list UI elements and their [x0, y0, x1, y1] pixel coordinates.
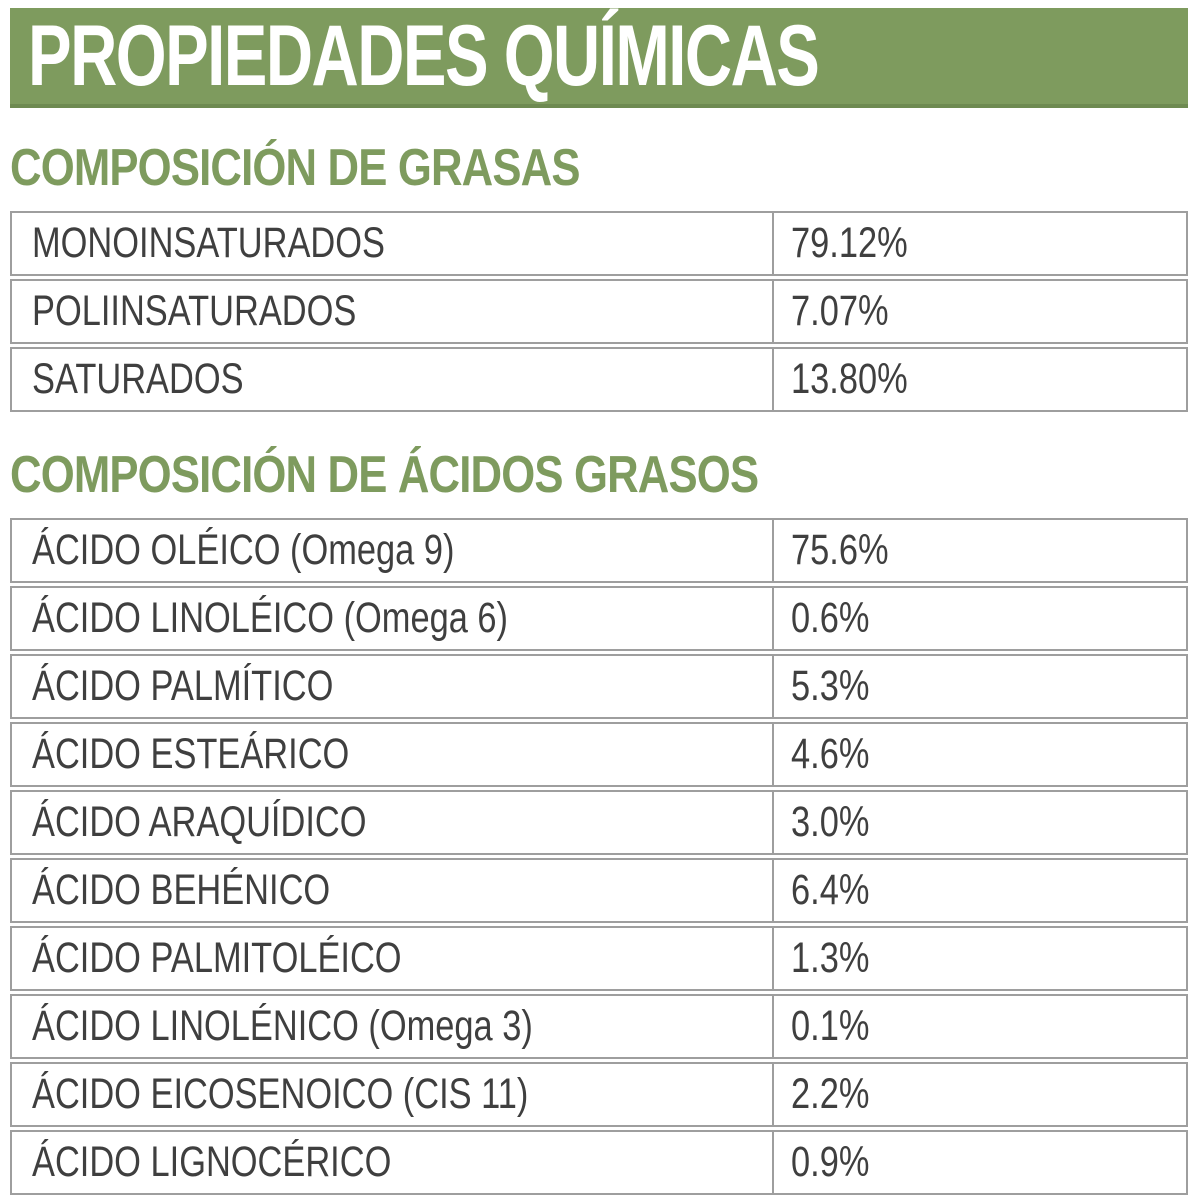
table-row — [10, 347, 1188, 412]
table-row — [10, 1062, 1188, 1127]
row-value: 0.6% — [791, 594, 870, 642]
table-row — [10, 790, 1188, 855]
row-label: SATURADOS — [32, 355, 244, 403]
page-title-banner — [10, 8, 1188, 108]
section-heading-fat-composition-text: COMPOSICIÓN DE GRASAS — [10, 139, 580, 197]
table-row — [10, 926, 1188, 991]
table-row — [10, 518, 1188, 583]
row-value: 13.80% — [791, 355, 908, 403]
row-value: 7.07% — [791, 287, 889, 335]
row-label: ÁCIDO LIGNOCÉRICO — [32, 1138, 392, 1186]
row-label-cell — [10, 790, 774, 855]
row-label-cell — [10, 1130, 774, 1195]
row-value-cell — [774, 518, 1188, 583]
page-title: PROPIEDADES QUÍMICAS — [28, 8, 819, 104]
fat-composition-table — [10, 208, 1188, 415]
row-value-cell — [774, 722, 1188, 787]
row-label-cell — [10, 586, 774, 651]
row-value: 3.0% — [791, 798, 870, 846]
row-value: 79.12% — [791, 219, 908, 267]
row-value: 6.4% — [791, 866, 870, 914]
section-heading-fatty-acids — [10, 447, 1188, 503]
row-label-cell — [10, 722, 774, 787]
row-label-cell — [10, 654, 774, 719]
row-value: 0.1% — [791, 1002, 870, 1050]
row-value: 5.3% — [791, 662, 870, 710]
row-label-cell — [10, 279, 774, 344]
row-label-cell — [10, 211, 774, 276]
table-row — [10, 211, 1188, 276]
row-label: ÁCIDO BEHÉNICO — [32, 866, 331, 914]
row-value: 75.6% — [791, 526, 889, 574]
fatty-acids-table — [10, 515, 1188, 1198]
table-row — [10, 994, 1188, 1059]
table-row — [10, 654, 1188, 719]
section-heading-fat-composition — [10, 140, 1188, 196]
section-heading-fatty-acids-text: COMPOSICIÓN DE ÁCIDOS GRASOS — [10, 446, 759, 504]
row-value: 4.6% — [791, 730, 870, 778]
row-value-cell — [774, 586, 1188, 651]
row-label: POLIINSATURADOS — [32, 287, 357, 335]
row-value-cell — [774, 279, 1188, 344]
row-value-cell — [774, 926, 1188, 991]
row-label-cell — [10, 994, 774, 1059]
row-label: MONOINSATURADOS — [32, 219, 385, 267]
row-label: ÁCIDO ESTEÁRICO — [32, 730, 350, 778]
row-label-cell — [10, 518, 774, 583]
table-row — [10, 722, 1188, 787]
row-value-cell — [774, 347, 1188, 412]
row-value: 1.3% — [791, 934, 870, 982]
row-value-cell — [774, 654, 1188, 719]
row-label: ÁCIDO EICOSENOICO (CIS 11) — [32, 1070, 529, 1118]
table-row — [10, 586, 1188, 651]
table-row — [10, 279, 1188, 344]
row-value-cell — [774, 1130, 1188, 1195]
row-value: 2.2% — [791, 1070, 870, 1118]
row-label-cell — [10, 347, 774, 412]
row-value-cell — [774, 211, 1188, 276]
table-row — [10, 1130, 1188, 1195]
row-label: ÁCIDO OLÉICO (Omega 9) — [32, 526, 455, 574]
row-label: ÁCIDO PALMÍTICO — [32, 662, 334, 710]
row-label: ÁCIDO ARAQUÍDICO — [32, 798, 367, 846]
table-row — [10, 858, 1188, 923]
row-value-cell — [774, 994, 1188, 1059]
row-value: 0.9% — [791, 1138, 870, 1186]
row-label-cell — [10, 926, 774, 991]
row-label: ÁCIDO PALMITOLÉICO — [32, 934, 402, 982]
row-value-cell — [774, 1062, 1188, 1127]
row-label-cell — [10, 858, 774, 923]
row-label: ÁCIDO LINOLÉICO (Omega 6) — [32, 594, 508, 642]
row-value-cell — [774, 858, 1188, 923]
row-value-cell — [774, 790, 1188, 855]
row-label-cell — [10, 1062, 774, 1127]
row-label: ÁCIDO LINOLÉNICO (Omega 3) — [32, 1002, 533, 1050]
